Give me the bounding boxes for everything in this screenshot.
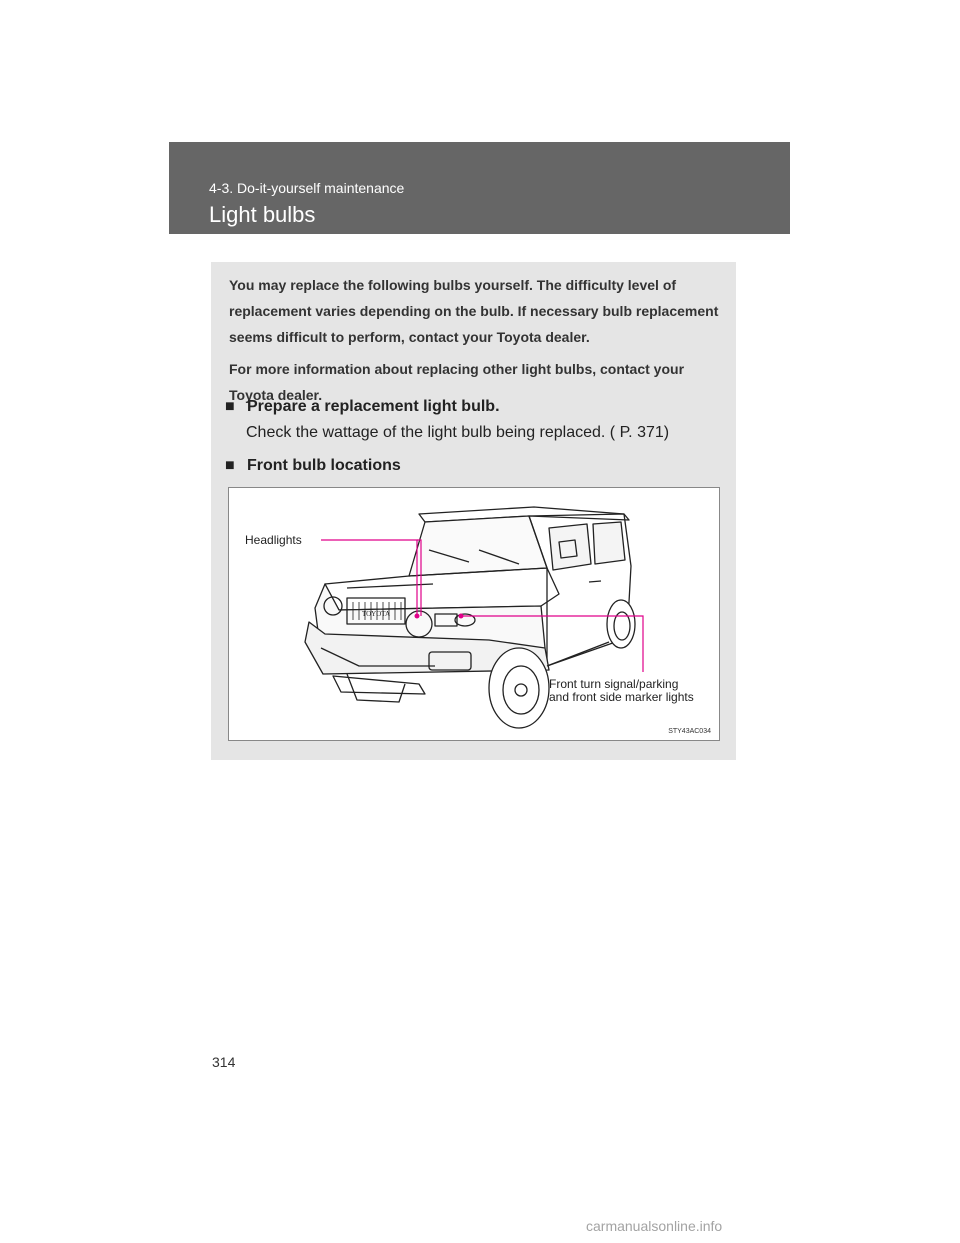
front-turn-signal-label-line2: and front side marker lights xyxy=(549,690,694,704)
square-bullet-icon: ■ xyxy=(225,398,235,415)
front-turn-signal-label-line1: Front turn signal/parking xyxy=(549,677,679,691)
intro-paragraph-1: You may replace the following bulbs yourself. The difficulty level of replacement varies depending on the bulb. If necessary bulb replacement seems difficult to perform, contact your Toyota dealer. xyxy=(229,277,719,345)
front-bulb-figure xyxy=(228,487,720,741)
section-heading-front-bulbs xyxy=(225,457,401,475)
section-heading-text: Prepare a replacement light bulb. xyxy=(247,398,500,415)
watermark: carmanualsonline.info xyxy=(586,1218,723,1234)
section-label: 4-3. Do-it-yourself maintenance xyxy=(209,180,405,196)
page-title: Light bulbs xyxy=(209,202,316,227)
grille-emblem: TOYOTA xyxy=(361,610,391,618)
intro-paragraph-2: For more information about replacing other light bulbs, contact your Toyota dealer. xyxy=(229,361,685,403)
section-body-prepare: Check the wattage of the light bulb being replaced. ( P. 371) xyxy=(246,424,670,441)
content-panel xyxy=(211,262,736,760)
figure-code: STY43AC034 xyxy=(668,728,711,735)
intro-text xyxy=(229,272,724,414)
chapter-header xyxy=(169,142,790,234)
section-heading-prepare xyxy=(225,398,500,416)
page-number: 314 xyxy=(212,1054,236,1070)
section-heading-text: Front bulb locations xyxy=(247,457,401,474)
headlights-label: Headlights xyxy=(245,533,302,547)
square-bullet-icon: ■ xyxy=(225,457,235,474)
